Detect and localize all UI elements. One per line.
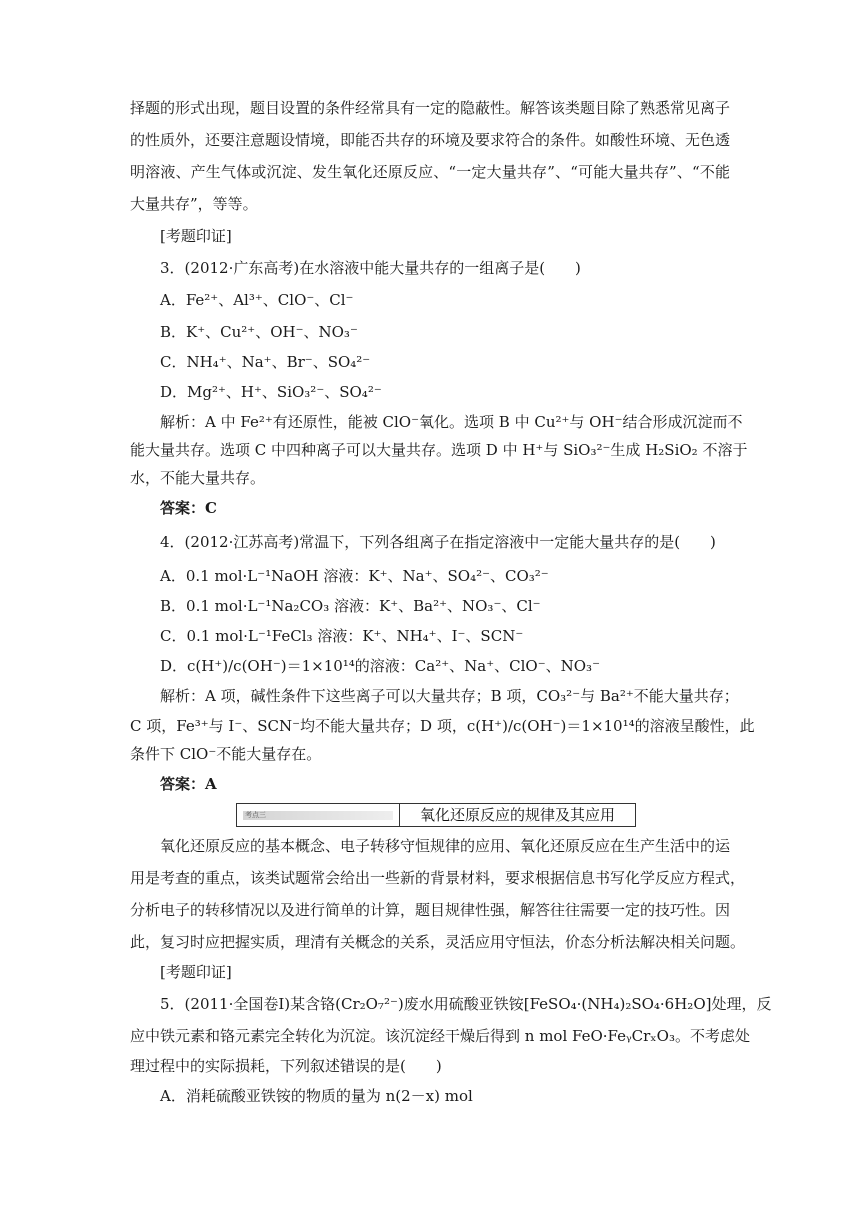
question-3-option-c: C．NH₄⁺、Na⁺、Br⁻、SO₄²⁻ bbox=[160, 353, 371, 371]
question-3-answer: 答案：C bbox=[160, 499, 217, 517]
paragraph-line: 此，复习时应把握实质，理清有关概念的关系，灵活应用守恒法，价态分析法解决相关问题。 bbox=[130, 933, 746, 951]
question-3-analysis: 解析：A 中 Fe²⁺有还原性，能被 ClO⁻氧化。选项 B 中 Cu²⁺与 OH⁻结合形成沉淀而不 bbox=[160, 413, 743, 431]
intro-line: 的性质外，还要注意题设情境，即能否共存的环境及要求符合的条件。如酸性环境、无色透 bbox=[130, 131, 731, 149]
question-4-analysis: C 项，Fe³⁺与 I⁻、SCN⁻均不能大量共存；D 项，c(H⁺)/c(OH⁻)＝1×10¹⁴的溶液呈酸性，此 bbox=[130, 717, 755, 735]
intro-line: 大量共存”，等等。 bbox=[130, 195, 258, 213]
intro-line: 明溶液、产生气体或沉淀、发生氧化还原反应、“一定大量共存”、“可能大量共存”、“不能 bbox=[130, 163, 730, 181]
question-3-analysis: 水，不能大量共存。 bbox=[130, 469, 266, 487]
question-3-option-a: A．Fe²⁺、Al³⁺、ClO⁻、Cl⁻ bbox=[160, 291, 354, 309]
question-4-stem: 4．(2012·江苏高考)常温下，下列各组离子在指定溶液中一定能大量共存的是( ) bbox=[160, 533, 716, 551]
question-3-option-b: B．K⁺、Cu²⁺、OH⁻、NO₃⁻ bbox=[160, 323, 358, 341]
question-4-option-c: C．0.1 mol·L⁻¹FeCl₃ 溶液：K⁺、NH₄⁺、I⁻、SCN⁻ bbox=[160, 627, 524, 645]
question-4-option-d: D．c(H⁺)/c(OH⁻)＝1×10¹⁴的溶液：Ca²⁺、Na⁺、ClO⁻、NO₃⁻ bbox=[160, 657, 600, 675]
section-label: [考题印证] bbox=[160, 227, 232, 245]
question-4-analysis: 解析：A 项，碱性条件下这些离子可以大量共存；B 项，CO₃²⁻与 Ba²⁺不能大量共存； bbox=[160, 687, 739, 705]
question-5-stem: 5．(2011·全国卷Ⅰ)某含铬(Cr₂O₇²⁻)废水用硫酸亚铁铵[FeSO₄·(NH₄)₂SO₄·6H₂O]处理，反 bbox=[160, 995, 772, 1013]
paragraph-line: 分析电子的转移情况以及进行简单的计算，题目规律性强，解答往往需要一定的技巧性。因 bbox=[130, 901, 731, 919]
question-4-analysis: 条件下 ClO⁻不能大量存在。 bbox=[130, 745, 322, 763]
paragraph-line: 氧化还原反应的基本概念、电子转移守恒规律的应用、氧化还原反应在生产生活中的运 bbox=[160, 837, 731, 855]
question-4-answer: 答案：A bbox=[160, 775, 217, 793]
section-banner bbox=[236, 803, 636, 827]
banner-tag-area bbox=[237, 804, 400, 826]
intro-line: 择题的形式出现，题目设置的条件经常具有一定的隐蔽性。解答该类题目除了熟悉常见离子 bbox=[130, 99, 731, 117]
question-3-stem: 3．(2012·广东高考)在水溶液中能大量共存的一组离子是( ) bbox=[160, 259, 581, 277]
question-3-analysis: 能大量共存。选项 C 中四种离子可以大量共存。选项 D 中 H⁺与 SiO₃²⁻生成 H₂SiO₂ 不溶于 bbox=[130, 441, 748, 459]
banner-title: 氧化还原反应的规律及其应用 bbox=[419, 806, 615, 824]
question-3-option-d: D．Mg²⁺、H⁺、SiO₃²⁻、SO₄²⁻ bbox=[160, 383, 382, 401]
question-5-stem: 理过程中的实际损耗，下列叙述错误的是( ) bbox=[130, 1057, 442, 1075]
question-4-option-b: B．0.1 mol·L⁻¹Na₂CO₃ 溶液：K⁺、Ba²⁺、NO₃⁻、Cl⁻ bbox=[160, 597, 541, 615]
banner-tag: 考点三 bbox=[243, 811, 393, 820]
paragraph-line: 用是考查的重点，该类试题常会给出一些新的背景材料，要求根据信息书写化学反应方程式， bbox=[130, 869, 746, 887]
question-5-stem: 应中铁元素和铬元素完全转化为沉淀。该沉淀经干燥后得到 n mol FeO·FeᵧCrₓO₃。不考虑处 bbox=[130, 1027, 750, 1045]
section-label: [考题印证] bbox=[160, 963, 232, 981]
question-5-option-a: A．消耗硫酸亚铁铵的物质的量为 n(2－x) mol bbox=[160, 1087, 473, 1105]
question-4-option-a: A．0.1 mol·L⁻¹NaOH 溶液：K⁺、Na⁺、SO₄²⁻、CO₃²⁻ bbox=[160, 567, 549, 585]
